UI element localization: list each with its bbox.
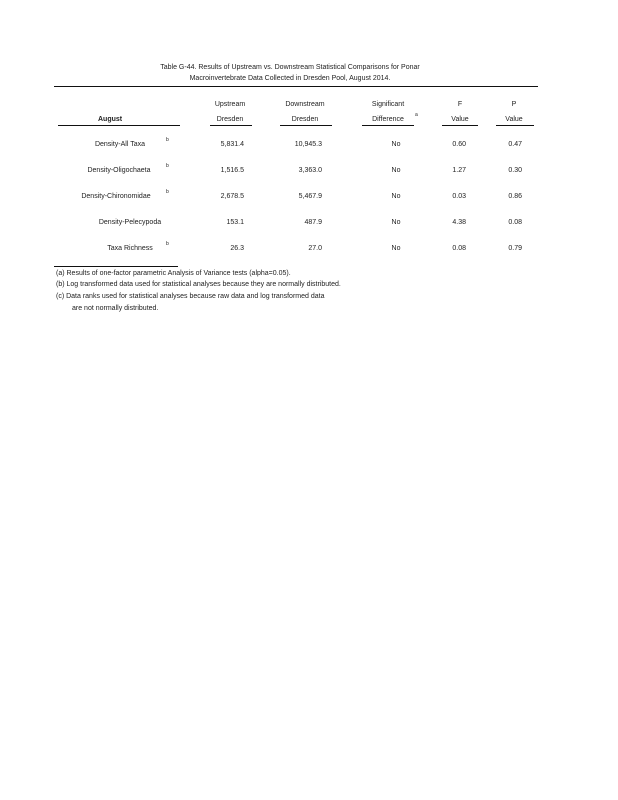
header-underline-august bbox=[58, 125, 180, 126]
row-footnote-marker: b bbox=[166, 241, 169, 247]
upstream-value: 26.3 bbox=[230, 245, 244, 252]
row-footnote-marker: b bbox=[166, 189, 169, 195]
footnote-b: (b) Log transformed data used for statistical analyses because they are normally distributed. bbox=[56, 281, 341, 288]
table-title-line-2: Macroinvertebrate Data Collected in Dresden Pool, August 2014. bbox=[189, 75, 391, 82]
row-label: Taxa Richness bbox=[107, 245, 153, 252]
significant-value: No bbox=[391, 141, 401, 148]
top-rule bbox=[54, 86, 538, 87]
upstream-value: 153.1 bbox=[226, 219, 244, 226]
p-header-1: P bbox=[511, 101, 517, 108]
f-value: 4.38 bbox=[452, 219, 466, 226]
table-title-line-1: Table G-44. Results of Upstream vs. Downstream Statistical Comparisons for Ponar bbox=[160, 64, 420, 71]
f-header-2: Value bbox=[451, 116, 469, 123]
f-value: 1.27 bbox=[452, 167, 466, 174]
row-label: Density-All Taxa bbox=[94, 141, 146, 148]
upstream-value: 1,516.5 bbox=[220, 167, 244, 174]
p-header-2: Value bbox=[505, 116, 523, 123]
downstream-header-2: Dresden bbox=[291, 116, 319, 123]
footnote-a: (a) Results of one-factor parametric Analysis of Variance tests (alpha=0.05). bbox=[56, 270, 291, 277]
header-underline-downstream bbox=[280, 125, 332, 126]
header-underline-upstream bbox=[210, 125, 252, 126]
downstream-value: 5,467.9 bbox=[298, 193, 322, 200]
row-label: Density-Pelecypoda bbox=[98, 219, 162, 226]
significant-header-2: Difference bbox=[372, 116, 404, 123]
upstream-header-1: Upstream bbox=[214, 101, 246, 108]
f-value: 0.03 bbox=[452, 193, 466, 200]
footnote-c: (c) Data ranks used for statistical analyses because raw data and log transformed data bbox=[56, 293, 325, 300]
footnote-separator bbox=[54, 266, 178, 267]
significant-value: No bbox=[391, 245, 401, 252]
row-footnote-marker: b bbox=[166, 163, 169, 169]
downstream-value: 10,945.3 bbox=[294, 141, 322, 148]
significant-value: No bbox=[391, 193, 401, 200]
significant-value: No bbox=[391, 167, 401, 174]
p-value: 0.47 bbox=[508, 141, 522, 148]
upstream-value: 5,831.4 bbox=[220, 141, 244, 148]
p-value: 0.08 bbox=[508, 219, 522, 226]
f-value: 0.60 bbox=[452, 141, 466, 148]
row-footnote-marker: b bbox=[166, 137, 169, 143]
downstream-value: 27.0 bbox=[308, 245, 322, 252]
significant-value: No bbox=[391, 219, 401, 226]
header-underline-p bbox=[496, 125, 534, 126]
header-underline-f bbox=[442, 125, 478, 126]
p-value: 0.86 bbox=[508, 193, 522, 200]
row-label: Density-Chironomidae bbox=[81, 193, 151, 200]
upstream-value: 2,678.5 bbox=[220, 193, 244, 200]
significant-footnote-marker: a bbox=[415, 112, 418, 118]
downstream-value: 3,363.0 bbox=[298, 167, 322, 174]
row-label: Density-Oligochaeta bbox=[87, 167, 151, 174]
f-header-1: F bbox=[457, 101, 463, 108]
header-underline-significant bbox=[362, 125, 414, 126]
p-value: 0.30 bbox=[508, 167, 522, 174]
p-value: 0.79 bbox=[508, 245, 522, 252]
period-header: August bbox=[98, 116, 123, 123]
footnote-c-continued: are not normally distributed. bbox=[72, 305, 159, 312]
f-value: 0.08 bbox=[452, 245, 466, 252]
downstream-header-1: Downstream bbox=[285, 101, 325, 108]
upstream-header-2: Dresden bbox=[216, 116, 244, 123]
downstream-value: 487.9 bbox=[304, 219, 322, 226]
significant-header-1: Significant bbox=[371, 101, 405, 108]
